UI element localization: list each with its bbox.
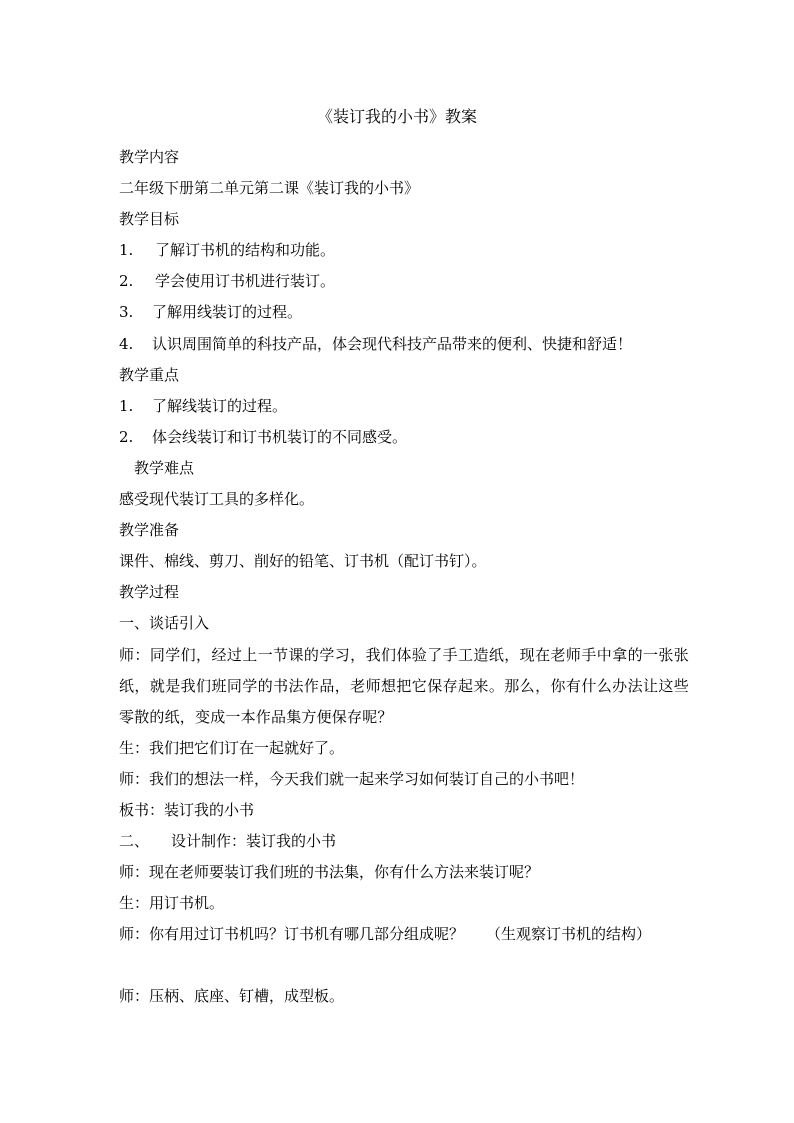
key-point-number: 1. [119,396,134,415]
dialogue-line [119,919,689,950]
part1-heading: 一、谈话引入 [119,614,210,633]
document-title: 《装订我的小书》教案 [316,107,477,126]
section-heading-goals: 教学目标 [119,210,180,229]
goal-number: 1. [119,241,134,260]
key-point-item [119,391,689,422]
dialogue-line: 师：现在老师要装订我们班的书法集，你有什么方法来装订呢？ [119,863,540,882]
part2-number: 二、 [119,832,150,851]
preparation-text: 课件、棉线、剪刀、削好的铅笔、订书机（配订书钉）。 [119,552,487,571]
part2-title: 设计制作：装订我的小书 [171,832,337,851]
document-body [119,142,689,1013]
content-text: 二年级下册第二单元第二课《装订我的小书》 [119,179,420,198]
key-point-number: 2. [119,427,134,446]
difficulty-text: 感受现代装订工具的多样化。 [119,490,315,509]
goal-item [119,266,689,297]
goal-item [119,235,689,266]
board-writing: 板书：装订我的小书 [119,800,255,819]
goal-text: 了解订书机的结构和功能。 [155,241,336,260]
section-heading-process: 教学过程 [119,583,180,602]
section-heading-preparation: 教学准备 [119,521,180,540]
part2-heading [119,826,689,857]
dialogue-note: （生观察订书机的结构） [486,925,652,944]
goal-text: 认识周围简单的科技产品，体会现代科技产品带来的便利、快捷和舒适！ [152,334,633,353]
goal-item [119,297,689,328]
section-heading-difficulty: 教学难点 [134,458,195,477]
dialogue-line: 生：我们把它们订在一起就好了。 [119,738,345,757]
key-point-text: 了解线装订的过程。 [152,396,288,415]
key-point-item [119,422,689,453]
section-heading-key-points: 教学重点 [119,365,180,384]
goal-number: 3. [119,303,134,322]
goal-text: 学会使用订书机进行装订。 [155,272,336,291]
dialogue-text: 师：你有用过订书机吗？订书机有哪几部分组成呢？ [119,925,465,944]
dialogue-line: 师：我们的想法一样，今天我们就一起来学习如何装订自己的小书吧！ [119,769,585,788]
goal-text: 了解用线装订的过程。 [152,303,303,322]
goal-number: 4. [119,334,134,353]
section-heading-content: 教学内容 [119,148,180,166]
dialogue-paragraph: 师：同学们，经过上一节课的学习，我们体验了手工造纸，现在老师手中拿的一张张纸，就是我们班同学的书法作品，老师想把它保存起来。那么，你有什么办法让这些零散的纸，变成一本作品集方便保存呢？ [119,645,689,726]
goal-item [119,329,689,360]
goal-number: 2. [119,272,134,291]
key-point-text: 体会线装订和订书机装订的不同感受。 [152,427,408,446]
dialogue-line: 师：压柄、底座、钉槽，成型板。 [119,987,345,1006]
dialogue-line: 生：用订书机。 [119,894,225,913]
